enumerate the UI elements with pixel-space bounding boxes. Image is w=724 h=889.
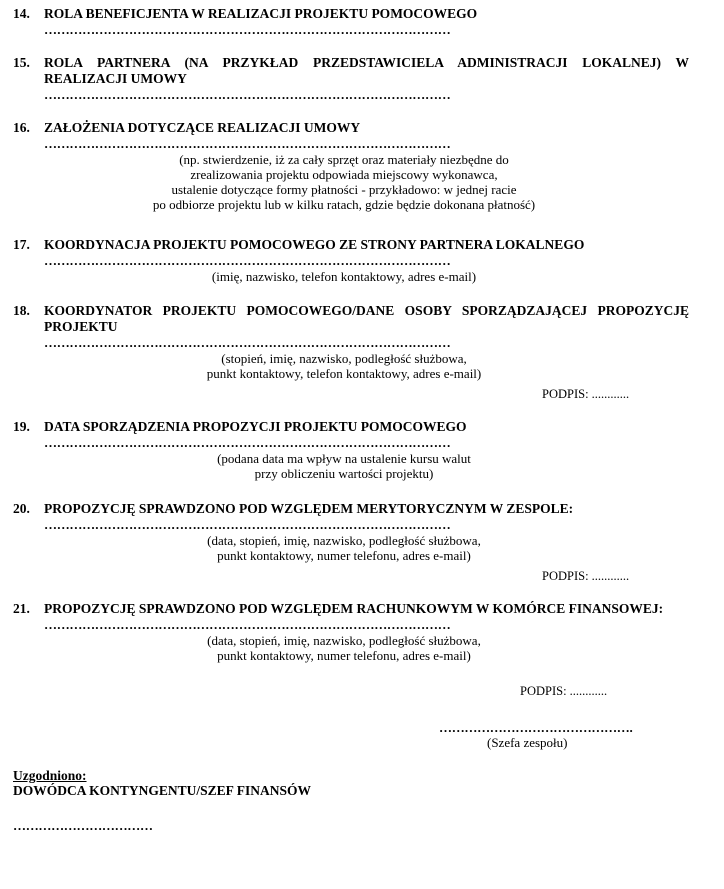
section-18	[13, 303, 689, 381]
section-number: 15.	[13, 55, 30, 70]
fill-line[interactable]: ……………………………………………………………………………………	[44, 136, 451, 151]
section-number: 20.	[13, 501, 30, 516]
note-line: (data, stopień, imię, nazwisko, podległość służbowa,	[207, 533, 481, 548]
section-20	[13, 501, 689, 563]
fill-line[interactable]: ……………………………………………………………………………………	[44, 435, 451, 450]
signature-field[interactable]: PODPIS: ............	[542, 387, 630, 401]
section-note	[44, 351, 644, 381]
section-19	[13, 419, 689, 481]
note-line: punkt kontaktowy, telefon kontaktowy, adres e-mail)	[206, 366, 482, 381]
section-21	[13, 601, 689, 663]
section-number: 17.	[13, 237, 30, 252]
section-17	[13, 237, 689, 284]
note-line: punkt kontaktowy, numer telefonu, adres e-mail)	[217, 548, 471, 563]
section-heading: PROPOZYCJĘ SPRAWDZONO POD WZGLĘDEM RACHUNKOWYM W KOMÓRCE FINANSOWEJ:	[44, 601, 664, 616]
chief-label: (Szefa zespołu)	[487, 735, 568, 750]
section-number: 19.	[13, 419, 30, 434]
section-note	[44, 451, 644, 481]
section-heading: ZAŁOŻENIA DOTYCZĄCE REALIZACJI UMOWY	[44, 120, 361, 135]
note-line: (podana data ma wpływ na ustalenie kursu walut	[217, 451, 471, 466]
section-heading: KOORDYNACJA PROJEKTU POMOCOWEGO ZE STRONY PARTNERA LOKALNEGO	[44, 237, 585, 252]
section-number: 16.	[13, 120, 30, 135]
section-heading: DATA SPORZĄDZENIA PROPOZYCJI PROJEKTU POMOCOWEGO	[44, 419, 467, 434]
section-heading: KOORDYNATOR PROJEKTU POMOCOWEGO/DANE OSOBY SPORZĄDZAJĄCEJ PROPOZYCJĘ PROJEKTU	[44, 303, 689, 334]
fill-line[interactable]: ……………………………………………………………………………………	[44, 335, 451, 350]
section-number: 18.	[13, 303, 30, 318]
note-line: (imię, nazwisko, telefon kontaktowy, adres e-mail)	[211, 269, 477, 284]
section-15	[13, 55, 689, 103]
approval-label: Uzgodniono:	[13, 768, 87, 783]
fill-line[interactable]: ……………………………………………………………………………………	[44, 517, 451, 532]
signature-field[interactable]: PODPIS: ............	[520, 684, 608, 698]
note-line: po odbiorze projektu lub w kilku ratach, gdzie będzie dokonana płatność)	[152, 197, 536, 212]
section-note	[44, 533, 644, 563]
section-heading: ROLA PARTNERA (NA PRZYKŁAD PRZEDSTAWICIELA ADMINISTRACJI LOKALNEJ) W REALIZACJI UMOWY	[44, 55, 689, 86]
section-note	[44, 152, 644, 212]
fill-line[interactable]: ……………………………………………………………………………………	[44, 253, 451, 268]
approval-title: DOWÓDCA KONTYNGENTU/SZEF FINANSÓW	[13, 783, 312, 798]
note-line: przy obliczeniu wartości projektu)	[254, 466, 434, 481]
chief-signature-line[interactable]: ……………………………………….	[439, 720, 633, 735]
fill-line[interactable]: ……………………………………………………………………………………	[44, 87, 451, 102]
section-heading: ROLA BENEFICJENTA W REALIZACJI PROJEKTU POMOCOWEGO	[44, 6, 478, 21]
section-note	[44, 633, 644, 663]
note-line: punkt kontaktowy, numer telefonu, adres e-mail)	[217, 648, 471, 663]
note-line: ustalenie dotyczące formy płatności - przykładowo: w jednej racie	[171, 182, 517, 197]
fill-line[interactable]: ……………………………………………………………………………………	[44, 22, 451, 37]
section-note	[44, 269, 644, 284]
section-heading: PROPOZYCJĘ SPRAWDZONO POD WZGLĘDEM MERYTORYCZNYM W ZESPOLE:	[44, 501, 574, 516]
section-16	[13, 120, 689, 212]
note-line: zrealizowania projektu odpowiada miejscowy wykonawca,	[190, 167, 498, 182]
section-14	[13, 6, 689, 38]
note-line: (np. stwierdzenie, iż za cały sprzęt oraz materiały niezbędne do	[179, 152, 509, 167]
approval-signature-line[interactable]: ……………………………	[13, 818, 153, 833]
section-number: 14.	[13, 6, 30, 21]
section-number: 21.	[13, 601, 30, 616]
signature-field[interactable]: PODPIS: ............	[542, 569, 630, 583]
note-line: (stopień, imię, nazwisko, podległość służbowa,	[221, 351, 467, 366]
note-line: (data, stopień, imię, nazwisko, podległość służbowa,	[207, 633, 481, 648]
fill-line[interactable]: ……………………………………………………………………………………	[44, 617, 451, 632]
